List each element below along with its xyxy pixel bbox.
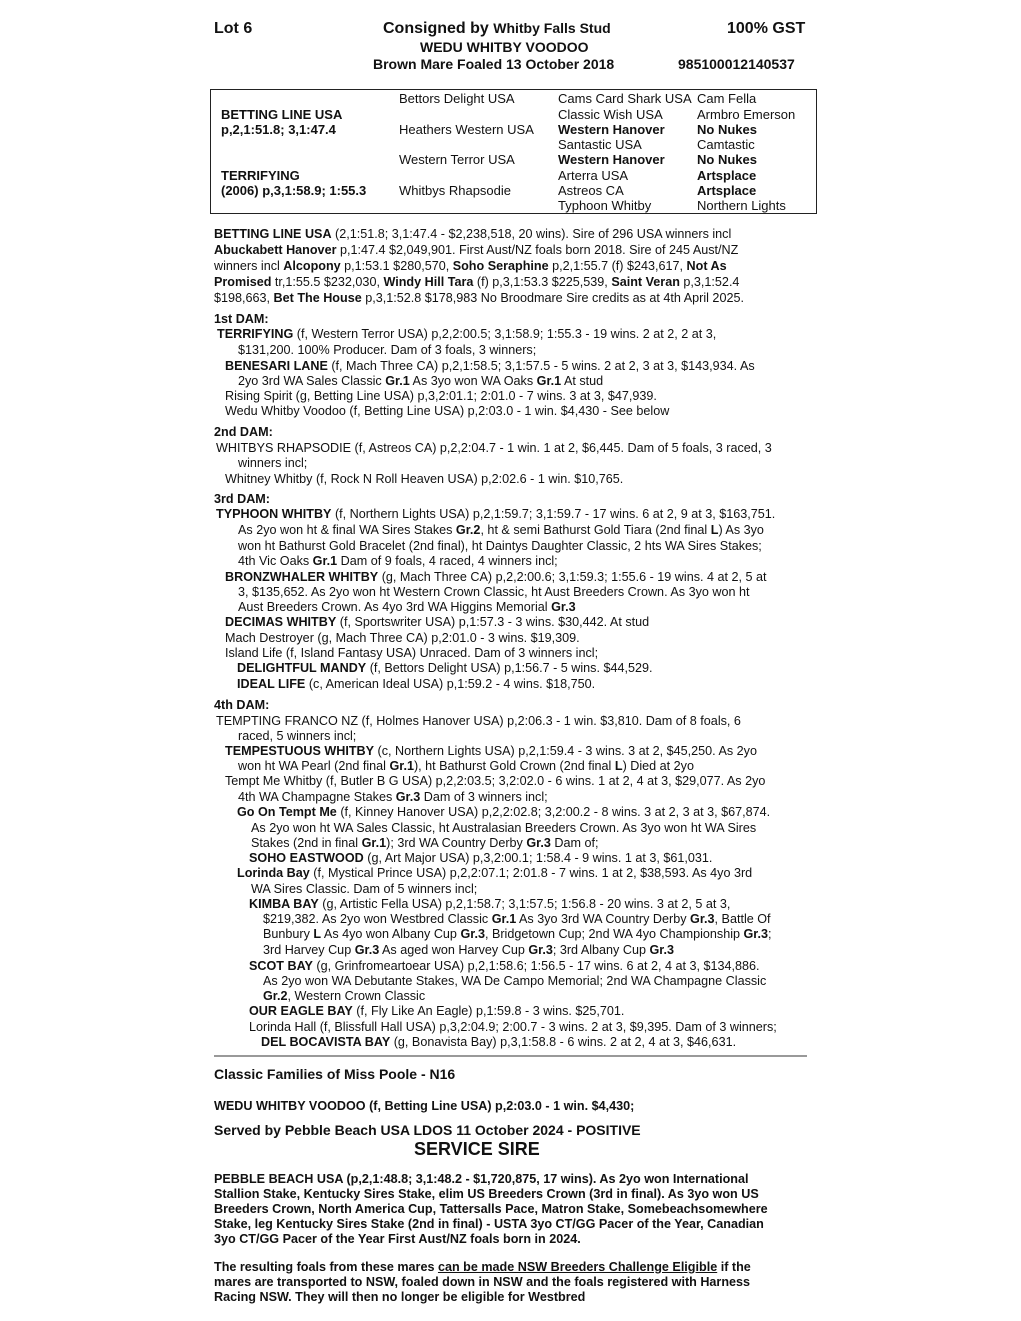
dam4-line: Lorinda Hall (f, Blissfull Hall USA) p,3,2:04.9; 2:00.7 - 3 wins. 2 at 3, $9,395. Dam of 3 winners; (249, 1020, 777, 1034)
dam4-line: WA Sires Classic. Dam of 5 winners incl; (251, 882, 478, 896)
consigned-line (383, 20, 611, 38)
dam4-line: Lorinda Bay (f, Mystical Prince USA) p,2,2:07.1; 2:01.8 - 7 wins. 1 at 2, $38,593. As 4yo 3rd (237, 866, 753, 880)
ped-dam-record: (2006) p,3,1:58.9; 1:55.3 (221, 183, 367, 198)
dam1-line: 2yo 3rd WA Sales Classic Gr.1 As 3yo won WA Oaks Gr.1 At stud (238, 374, 604, 388)
service-sire-line: PEBBLE BEACH USA (p,2,1:48.8; 3,1:48.2 - $1,720,875, 17 wins). As 2yo won International (214, 1172, 749, 1186)
microchip: 985100012140537 (678, 56, 795, 72)
dam2-heading: 2nd DAM: (214, 425, 273, 439)
dam4-line: Tempt Me Whitby (f, Butler B G USA) p,2,2:03.5; 3,2:02.0 - 6 wins. 1 at 2, 4 at 3, $29,077. As 2yo (225, 774, 766, 788)
consignor: Whitby Falls Stud (493, 20, 611, 36)
dam3-line: Island Life (f, Island Fantasy USA) Unraced. Dam of 3 winners incl; (225, 646, 599, 660)
service-sire-line: Stallion Stake, Kentucky Sires Stake, elim US Breeders Crown (3rd in final). As 3yo won US (214, 1187, 759, 1201)
dam4-line: KIMBA BAY (g, Artistic Fella USA) p,2,1:58.7; 3,1:57.5; 1:56.8 - 20 wins. 3 at 2, 5 at 3, (249, 897, 731, 911)
lot-number: Lot 6 (214, 20, 253, 37)
ped-g3-4: Santastic USA (558, 137, 642, 152)
service-sire-heading: SERVICE SIRE (414, 1139, 540, 1159)
dam3-line: Mach Destroyer (g, Mach Three CA) p,2:01.0 - 3 wins. $19,309. (225, 631, 580, 645)
dam4-line: 3rd Harvey Cup Gr.3 As aged won Harvey Cup Gr.3; 3rd Albany Cup Gr.3 (263, 943, 674, 957)
dam3-line: DELIGHTFUL MANDY (f, Bettors Delight USA) p,1:56.7 - 5 wins. $44,529. (237, 661, 653, 675)
nsw-line: The resulting foals from these mares can be made NSW Breeders Challenge Eligible if the (214, 1260, 751, 1274)
dam4-line: OUR EAGLE BAY (f, Fly Like An Eagle) p,1:59.8 - 3 wins. $25,701. (249, 1004, 625, 1018)
section-divider (214, 1055, 807, 1057)
mare-summary: WEDU WHITBY VOODOO (f, Betting Line USA) p,2:03.0 - 1 win. $4,430; (214, 1099, 635, 1113)
dam3-line: Aust Breeders Crown. As 4yo 3rd WA Higgins Memorial Gr.3 (238, 600, 576, 614)
dam3-line: 4th Vic Oaks Gr.1 Dam of 9 foals, 4 raced, 4 winners incl; (238, 554, 558, 568)
dam3-line: DECIMAS WHITBY (f, Sportswriter USA) p,1:57.3 - 3 wins. $30,442. At stud (225, 615, 650, 629)
ped-g3-5: Western Hanover (558, 152, 665, 167)
dam2-line: Whitney Whitby (f, Rock N Roll Heaven USA) p,2:02.6 - 1 win. $10,765. (225, 472, 624, 486)
ped-g4-2: Armbro Emerson (697, 107, 796, 122)
ped-sire-record: p,2,1:51.8; 3,1:47.4 (221, 122, 336, 137)
dam3-line: 3, $135,652. As 2yo won ht Western Crown Classic, ht Aust Breeders Crown. As 3yo won ht (238, 585, 750, 599)
sire-para-line: $198,663, Bet The House p,3,1:52.8 $178,983 No Broodmare Sire credits as at 4th April 2025. (214, 291, 744, 305)
dam4-line: won ht WA Pearl (2nd final Gr.1), ht Bathurst Gold Crown (2nd final L) Died at 2yo (238, 759, 694, 773)
ped-sire: BETTING LINE USA (221, 107, 343, 122)
ped-g4-5: No Nukes (697, 152, 757, 167)
dam2-line: winners incl; (238, 456, 308, 470)
service-sire-line: Breeders Crown, North America Cup, Tattersalls Pace, Matron Stake, Somebeachsomewhere (214, 1202, 768, 1216)
dam2-line: WHITBYS RHAPSODIE (f, Astreos CA) p,2,2:04.7 - 1 win. 1 at 2, $6,445. Dam of 5 foals, 3 raced, 3 (216, 441, 772, 455)
nsw-line: Racing NSW. They will then no longer be eligible for Westbred (214, 1290, 586, 1304)
ped-g2-3: Western Terror USA (399, 152, 515, 167)
dam1-line: TERRIFYING (f, Western Terror USA) p,2,2:00.5; 3,1:58.9; 1:55.3 - 19 wins. 2 at 2, 2 at 3, (217, 327, 717, 341)
dam4-line: As 2yo won WA Debutante Stakes, WA De Campo Memorial; 2nd WA Champagne Classic (263, 974, 767, 988)
dam4-line: SCOT BAY (g, Grinfromeartoear USA) p,2,1:58.6; 1:56.5 - 17 wins. 6 at 2, 4 at 3, $134,886. (249, 959, 760, 973)
foaled-line: Brown Mare Foaled 13 October 2018 (373, 56, 615, 72)
ped-g4-8: Northern Lights (697, 198, 786, 213)
classic-families: Classic Families of Miss Poole - N16 (214, 1066, 456, 1082)
dam4-line: As 2yo won ht WA Sales Classic, ht Australasian Breeders Crown. As 3yo won ht WA Sires (251, 821, 757, 835)
dam3-line: As 2yo won ht & final WA Sires Stakes Gr.2, ht & semi Bathurst Gold Tiara (2nd final L) As 3yo (238, 523, 764, 537)
sire-para-line: BETTING LINE USA (2,1:51.8; 3,1:47.4 - $2,238,518, 20 wins). Sire of 296 USA winners incl (214, 227, 732, 241)
dam4-line: SOHO EASTWOOD (g, Art Major USA) p,3,2:00.1; 1:58.4 - 9 wins. 1 at 3, $61,031. (249, 851, 713, 865)
dam1-line: $131,200. 100% Producer. Dam of 3 foals, 3 winners; (238, 343, 537, 357)
sire-para-line: winners incl Alcopony p,1:53.1 $280,570, Soho Seraphine p,2,1:55.7 (f) $243,617, Not As (214, 259, 727, 273)
ped-g4-6: Artsplace (697, 168, 757, 183)
dam3-line: BRONZWHALER WHITBY (g, Mach Three CA) p,2,2:00.6; 3,1:59.3; 1:55.6 - 19 wins. 4 at 2, 5 at (225, 570, 767, 584)
ped-g2-4: Whitbys Rhapsodie (399, 183, 511, 198)
ped-g3-8: Typhoon Whitby (558, 198, 652, 213)
dam4-line: TEMPTING FRANCO NZ (f, Holmes Hanover USA) p,2:06.3 - 1 win. $3,810. Dam of 8 foals, 6 (216, 714, 741, 728)
dam4-line: Bunbury L As 4yo won Albany Cup Gr.3, Bridgetown Cup; 2nd WA 4yo Championship Gr.3; (263, 927, 772, 941)
dam1-line: BENESARI LANE (f, Mach Three CA) p,2,1:58.5; 3,1:57.5 - 5 wins. 2 at 2, 3 at 3, $143,934. As (225, 359, 755, 373)
dam4-line: Stakes (2nd in final Gr.1); 3rd WA Country Derby Gr.3 Dam of; (251, 836, 599, 850)
dam3-line: TYPHOON WHITBY (f, Northern Lights USA) p,2,1:59.7; 3,1:59.7 - 17 wins. 6 at 2, 9 at 3, $163,751. (216, 507, 776, 521)
consigned-prefix: Consigned by (383, 20, 489, 37)
ped-g4-1: Cam Fella (697, 91, 757, 106)
dam3-heading: 3rd DAM: (214, 492, 270, 506)
dam1-line: Wedu Whitby Voodoo (f, Betting Line USA) p,2:03.0 - 1 win. $4,430 - See below (225, 404, 670, 418)
dam3-line: won ht Bathurst Gold Bracelet (2nd final), ht Daintys Daughter Classic, 2 hts WA Sires Stakes; (238, 539, 762, 553)
dam4-line: Gr.2, Western Crown Classic (263, 989, 426, 1003)
dam4-line: 4th WA Champagne Stakes Gr.3 Dam of 3 winners incl; (238, 790, 548, 804)
dam3-line: IDEAL LIFE (c, American Ideal USA) p,1:59.2 - 4 wins. $18,750. (237, 677, 596, 691)
ped-g3-6: Arterra USA (558, 168, 629, 183)
ped-g3-2: Classic Wish USA (558, 107, 663, 122)
service-sire-line: 3yo CT/GG Pacer of the Year First Aust/NZ foals born in 2024. (214, 1232, 581, 1246)
ped-g3-1: Cams Card Shark USA (558, 91, 692, 106)
dam4-line: Go On Tempt Me (f, Kinney Hanover USA) p,2,2:02.8; 3,2:00.2 - 8 wins. 3 at 2, 3 at 3, $67,874. (237, 805, 771, 819)
served-line: Served by Pebble Beach USA LDOS 11 October 2024 - POSITIVE (214, 1122, 641, 1138)
dam4-line: TEMPESTUOUS WHITBY (c, Northern Lights USA) p,2,1:59.4 - 3 wins. 3 at 2, $45,250. As 2yo (225, 744, 757, 758)
horse-name: WEDU WHITBY VOODOO (420, 39, 589, 55)
dam1-line: Rising Spirit (g, Betting Line USA) p,3,2:01.1; 2:01.0 - 7 wins. 3 at 3, $47,939. (225, 389, 657, 403)
dam4-heading: 4th DAM: (214, 698, 270, 712)
service-sire-line: Stake, leg Kentucky Sires Stake (2nd in final) - USTA 3yo CT/GG Pacer of the Year, Canadian (214, 1217, 764, 1231)
ped-g3-3: Western Hanover (558, 122, 665, 137)
ped-dam: TERRIFYING (221, 168, 300, 183)
sire-para-line: Promised tr,1:55.5 $232,030, Windy Hill Tara (f) p,3,1:53.3 $225,539, Saint Veran p,3,1:52.4 (214, 275, 740, 289)
ped-g2-2: Heathers Western USA (399, 122, 534, 137)
sire-para-line: Abuckabett Hanover p,1:47.4 $2,049,901. First Aust/NZ foals born 2018. Sire of 245 Aust/NZ (214, 243, 739, 257)
dam1-heading: 1st DAM: (214, 312, 269, 326)
ped-g4-4: Camtastic (697, 137, 755, 152)
ped-g4-3: No Nukes (697, 122, 757, 137)
gst-label: 100% GST (727, 20, 806, 37)
ped-g4-7: Artsplace (697, 183, 757, 198)
ped-g2-1: Bettors Delight USA (399, 91, 515, 106)
nsw-eligible-underlined: can be made NSW Breeders Challenge Eligible (437, 1260, 718, 1274)
ped-g3-7: Astreos CA (558, 183, 624, 198)
dam4-line: raced, 5 winners incl; (238, 729, 357, 743)
nsw-line: mares are transported to NSW, foaled down in NSW and the foals registered with Harness (214, 1275, 751, 1289)
dam4-line: DEL BOCAVISTA BAY (g, Bonavista Bay) p,3,1:58.8 - 6 wins. 2 at 2, 4 at 3, $46,631. (261, 1035, 737, 1049)
dam4-line: $219,382. As 2yo won Westbred Classic Gr.1 As 3yo 3rd WA Country Derby Gr.3, Battle Of (263, 912, 771, 926)
